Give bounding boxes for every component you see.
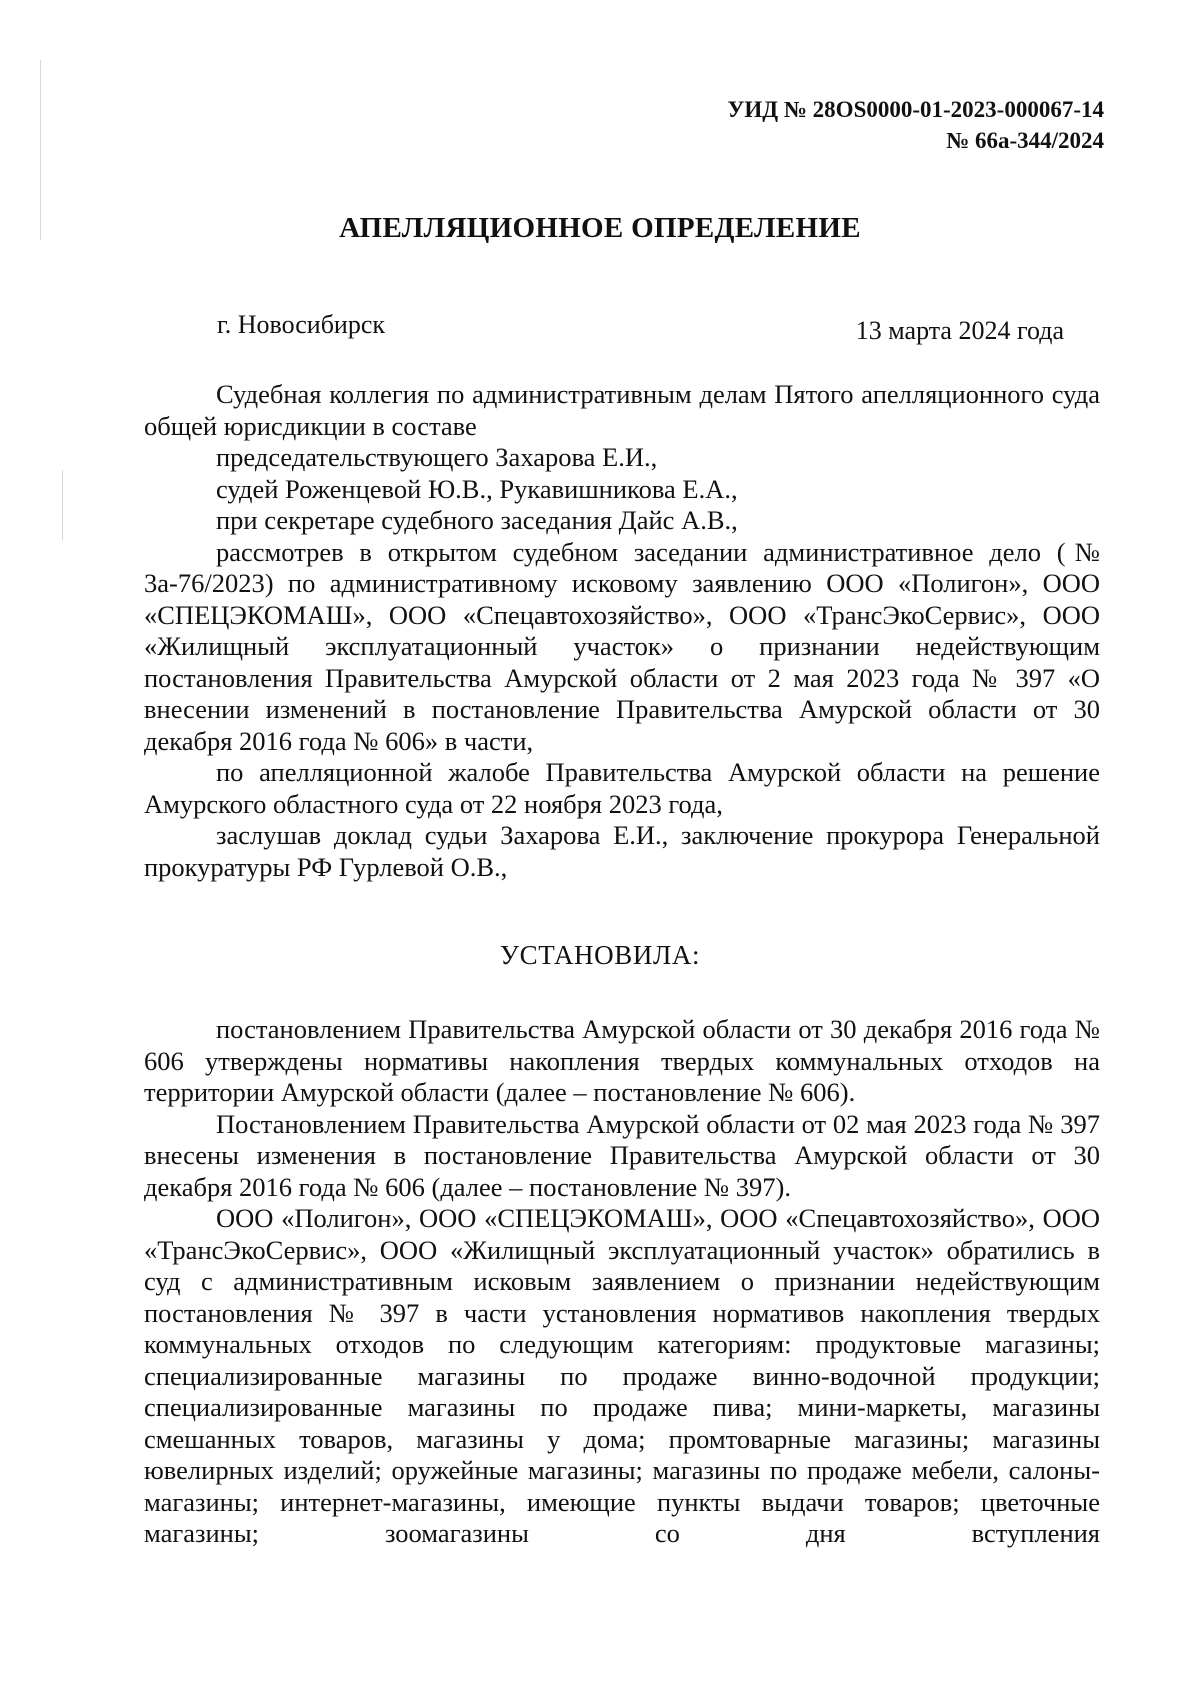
body-paragraph: постановлением Правительства Амурской области от 30 декабря 2016 года № 606 утверждены нормативы накопления твердых коммунальных отходов на территории Амурской области (далее – постановление № 606). (144, 1014, 1100, 1107)
scan-artifact (62, 470, 63, 540)
document-title: АПЕЛЛЯЦИОННОЕ ОПРЕДЕЛЕНИЕ (339, 212, 861, 244)
place: г. Новосибирск (217, 310, 386, 339)
intro-paragraph: Судебная коллегия по административным делам Пятого апелляционного суда общей юрисдикции в составе (144, 379, 1100, 441)
intro-paragraph: судей Роженцевой Ю.В., Рукавишникова Е.А., (216, 473, 738, 504)
intro-paragraph: по апелляционной жалобе Правительства Амурской области на решение Амурского областного суда от 22 ноября 2023 года, (144, 757, 1100, 819)
body-section (144, 1014, 1100, 1550)
uid-number: УИД № 28OS0000-01-2023-000067-14 (727, 97, 1104, 122)
document-date: 13 марта 2024 года (855, 316, 1064, 345)
intro-paragraph: председательствующего Захарова Е.И., (216, 442, 658, 472)
section-heading: УСТАНОВИЛА: (499, 940, 701, 970)
body-paragraph: ООО «Полигон», ООО «СПЕЦЭКОМАШ», ООО «Спецавтохозяйство», ООО «ТрансЭкоСервис», ООО «Жилищный эксплуатационный участок» обратились в суд с административным исковым заявлением о признании недействующим постановления № 397 в части установления нормативов накопления твердых коммунальных отходов по следующим категориям: продуктовые магазины; специализированные магазины по продаже винно-водочной продукции; специализированные магазины по продаже пива; мини-маркеты, магазины смешанных товаров, магазины у дома; промтоварные магазины; магазины ювелирных изделий; оружейные магазины; магазины по продаже мебели, салоны-магазины; интернет-магазины, имеющие пункты выдачи товаров; цветочные магазины; зоомагазины со дня вступления (144, 1203, 1100, 1548)
intro-paragraph: при секретаре судебного заседания Дайс А.В., (216, 505, 738, 535)
body-paragraph: Постановлением Правительства Амурской области от 02 мая 2023 года № 397 внесены изменения в постановление Правительства Амурской области от 30 декабря 2016 года № 606 (далее – постановление № 397). (144, 1108, 1100, 1202)
intro-paragraph: рассмотрев в открытом судебном заседании административное дело (№ 3а-76/2023) по административному исковому заявлению ООО «Полигон», ООО «СПЕЦЭКОМАШ», ООО «Спецавтохозяйство», ООО «ТрансЭкоСервис», ООО «Жилищный эксплуатационный участок» о признании недействующим постановления Правительства Амурской области от 2 мая 2023 года № 397 «О внесении изменений в постановление Правительства Амурской области от 30 декабря 2016 года № 606» в части, (144, 536, 1100, 756)
intro-section (144, 379, 1100, 883)
case-number: № 66а-344/2024 (946, 128, 1104, 153)
intro-paragraph: заслушав доклад судьи Захарова Е.И., заключение прокурора Генеральной прокуратуры РФ Гурлевой О.В., (144, 820, 1100, 882)
